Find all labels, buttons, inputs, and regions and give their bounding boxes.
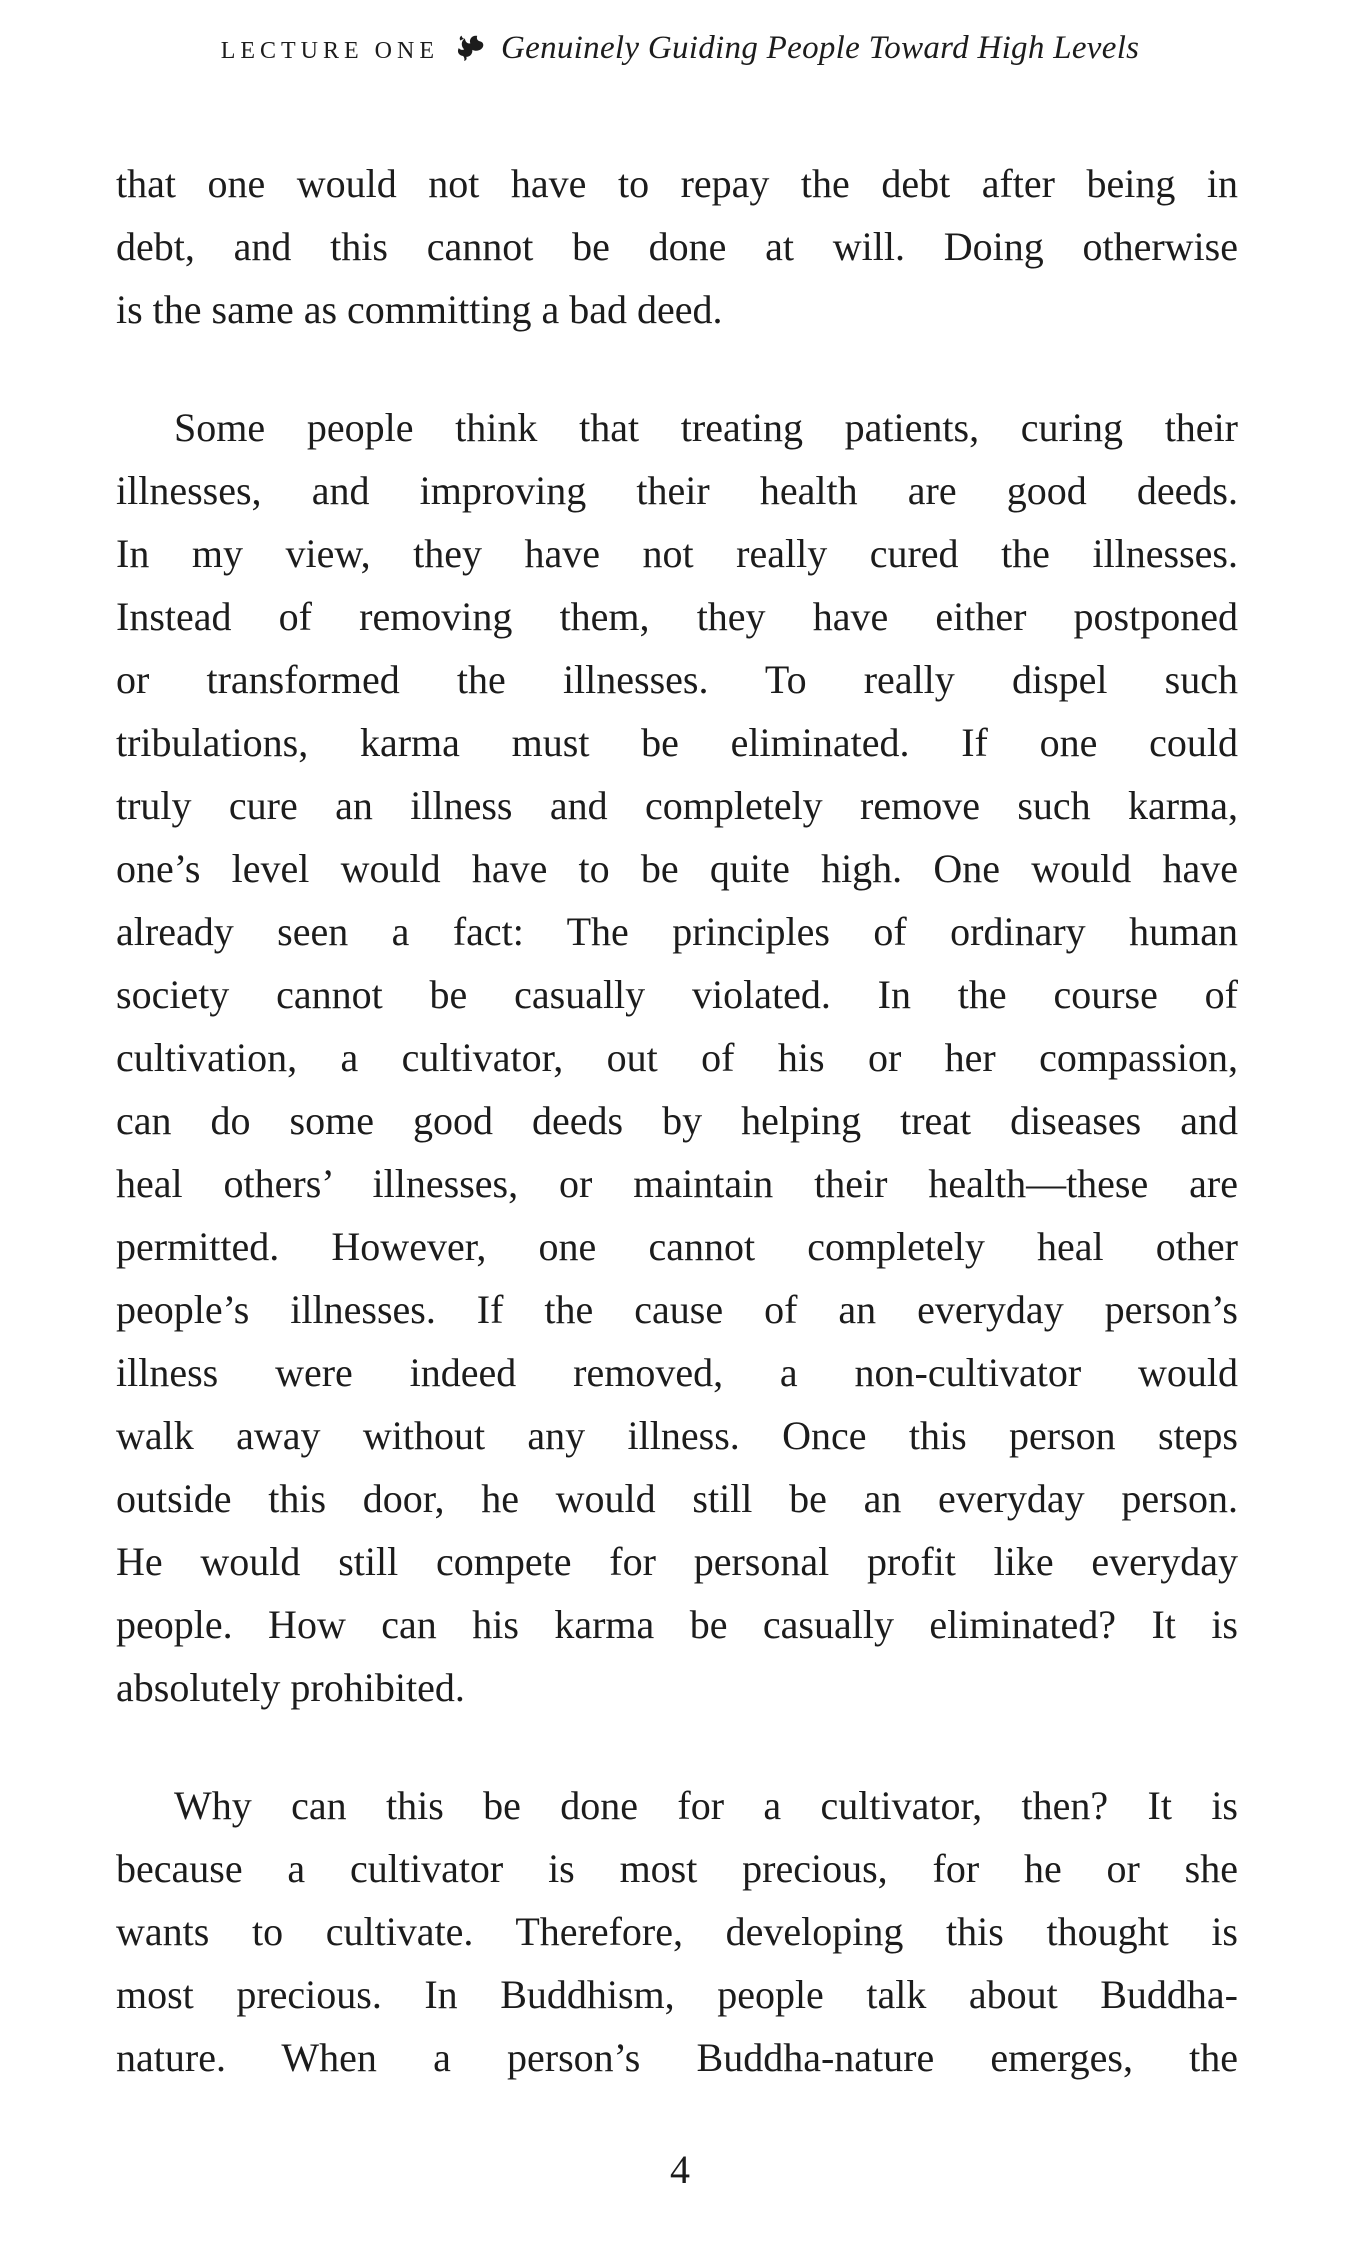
text-line: people’s illnesses. If the cause of an everyday person’s bbox=[116, 1287, 1238, 1332]
text-line: heal others’ illnesses, or maintain their health—these are bbox=[116, 1161, 1238, 1206]
page-number: 4 bbox=[670, 2147, 690, 2192]
text-line: walk away without any illness. Once this person steps bbox=[116, 1413, 1238, 1458]
text-line: can do some good deeds by helping treat diseases and bbox=[116, 1098, 1238, 1143]
text-line: one’s level would have to be quite high. One would have bbox=[116, 846, 1238, 891]
text-line: permitted. However, one cannot completely heal other bbox=[116, 1224, 1238, 1269]
text-line: tribulations, karma must be eliminated. If one could bbox=[116, 720, 1238, 765]
text-line: Some people think that treating patients, curing their bbox=[174, 405, 1238, 450]
text-line: is the same as committing a bad deed. bbox=[116, 287, 723, 332]
paragraph-1 bbox=[116, 152, 1238, 341]
text-line: In my view, they have not really cured the illnesses. bbox=[116, 531, 1238, 576]
text-line: He would still compete for personal profit like everyday bbox=[116, 1539, 1238, 1584]
text-line: nature. When a person’s Buddha-nature emerges, the bbox=[116, 2035, 1238, 2080]
chapter-label: LECTURE ONE bbox=[220, 38, 439, 64]
text-line: Why can this be done for a cultivator, then? It is bbox=[174, 1783, 1238, 1828]
hedera-leaf-icon bbox=[454, 30, 486, 63]
text-line: outside this door, he would still be an everyday person. bbox=[116, 1476, 1238, 1521]
text-line: most precious. In Buddhism, people talk about Buddha- bbox=[116, 1972, 1238, 2017]
paragraph-3 bbox=[116, 1774, 1238, 2089]
text-line: absolutely prohibited. bbox=[116, 1665, 465, 1710]
text-line: or transformed the illnesses. To really dispel such bbox=[116, 657, 1238, 702]
text-line: because a cultivator is most precious, for he or she bbox=[116, 1846, 1238, 1891]
body-text bbox=[116, 152, 1238, 2089]
text-line: illnesses, and improving their health are good deeds. bbox=[116, 468, 1238, 513]
text-line: that one would not have to repay the debt after being in bbox=[116, 161, 1238, 206]
text-line: cultivation, a cultivator, out of his or her compassion, bbox=[116, 1035, 1238, 1080]
text-line: wants to cultivate. Therefore, developing this thought is bbox=[116, 1909, 1238, 1954]
text-line: already seen a fact: The principles of ordinary human bbox=[116, 909, 1238, 954]
text-line: illness were indeed removed, a non-cultivator would bbox=[116, 1350, 1238, 1395]
text-line: Instead of removing them, they have either postponed bbox=[116, 594, 1238, 639]
text-line: society cannot be casually violated. In the course of bbox=[116, 972, 1238, 1017]
paragraph-2 bbox=[116, 396, 1238, 1719]
chapter-title: Genuinely Guiding People Toward High Levels bbox=[501, 30, 1140, 66]
page-footer bbox=[0, 2148, 1360, 2192]
text-line: debt, and this cannot be done at will. Doing otherwise bbox=[116, 224, 1238, 269]
text-line: truly cure an illness and completely remove such karma, bbox=[116, 783, 1238, 828]
running-header bbox=[0, 30, 1360, 67]
text-line: people. How can his karma be casually eliminated? It is bbox=[116, 1602, 1238, 1647]
